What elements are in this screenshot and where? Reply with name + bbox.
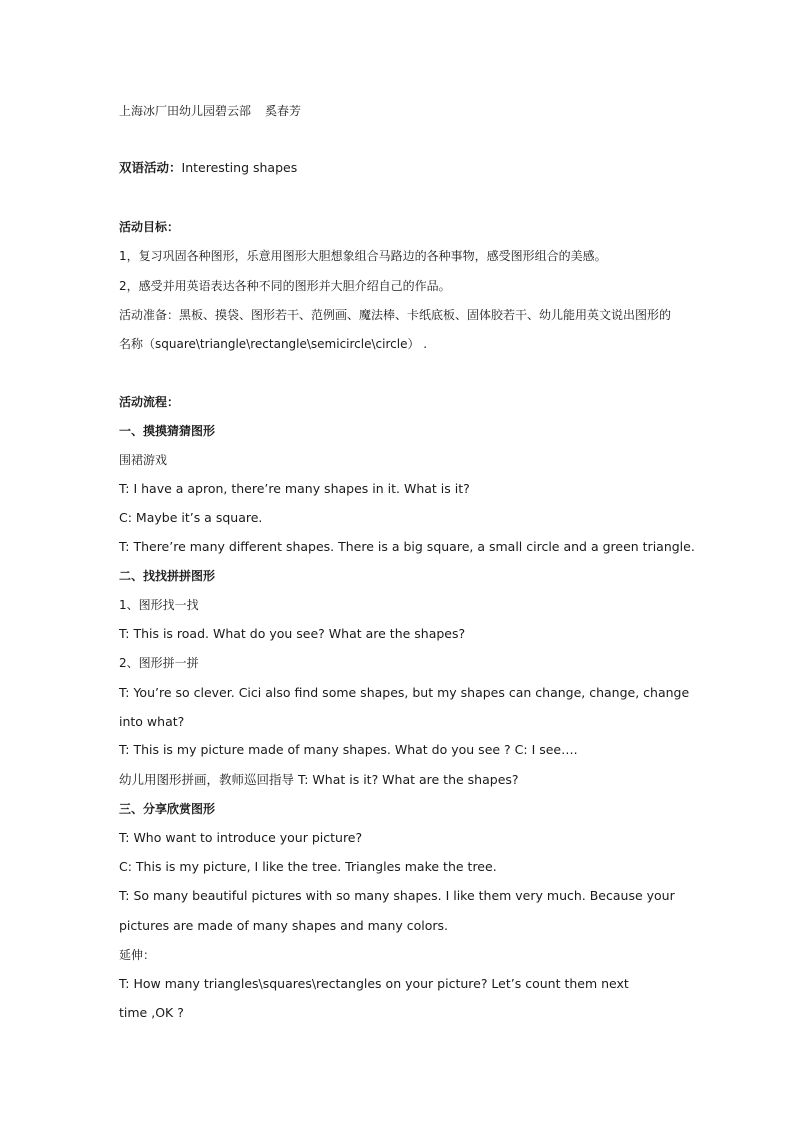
part3-line: T: So many beautiful pictures with so many shapes. I like them very much. Because your — [119, 888, 675, 903]
extension-label: 延伸： — [119, 948, 156, 962]
part3-line: T: Who want to introduce your picture? — [119, 830, 363, 845]
part1-title: 一、摸摸猜猜图形 — [119, 424, 216, 438]
part1-line: T: There’re many different shapes. There is a big square, a small circle and a green triangle. — [119, 539, 695, 554]
teacher-name: 奚春芳 — [265, 104, 302, 118]
extension-line: time ,OK ? — [119, 1005, 184, 1020]
part3-line: C: This is my picture, I like the tree. Triangles make the tree. — [119, 859, 497, 874]
author-line — [119, 103, 301, 119]
activity-label: 双语活动： — [119, 160, 182, 175]
activity-title-line — [119, 160, 297, 176]
part1-line: 围裙游戏 — [119, 453, 168, 467]
part3-title: 三、分享欣赏图形 — [119, 802, 216, 816]
extension-line: T: How many triangles\squares\rectangles on your picture? Let’s count them next — [119, 976, 629, 991]
goals-heading: 活动目标： — [119, 220, 180, 234]
part2-line: 1、图形找一找 — [119, 598, 199, 612]
part2-line: 2、图形拼一拼 — [119, 656, 199, 670]
part1-line: C: Maybe it’s a square. — [119, 510, 263, 525]
part2-line: into what? — [119, 714, 185, 729]
part2-line: T: You’re so clever. Cici also find some shapes, but my shapes can change, change, change — [119, 685, 690, 700]
process-heading: 活动流程： — [119, 395, 180, 409]
goal-item-1: 1，复习巩固各种图形，乐意用图形大胆想象组合马路边的各种事物，感受图形组合的美感。 — [119, 249, 607, 263]
activity-title: Interesting shapes — [181, 160, 298, 175]
part2-line: T: This is road. What do you see? What are the shapes? — [119, 626, 466, 641]
preparation-line-1: 活动准备：黑板、摸袋、图形若干、范例画、魔法棒、卡纸底板、固体胶若干、幼儿能用英文说出图形的 — [119, 308, 672, 322]
part3-line: pictures are made of many shapes and many colors. — [119, 918, 449, 933]
part1-line: T: I have a apron, there’re many shapes in it. What is it? — [119, 481, 470, 496]
school-name: 上海冰厂田幼儿园碧云部 — [119, 104, 252, 118]
goal-item-2: 2，感受并用英语表达各种不同的图形并大胆介绍自己的作品。 — [119, 279, 451, 293]
part2-title: 二、找找拼拼图形 — [119, 569, 216, 583]
part2-line: T: This is my picture made of many shapes. What do you see ? C: I see…. — [119, 742, 578, 757]
preparation-line-2: 名称（square\triangle\rectangle\semicircle\circle） . — [119, 337, 428, 351]
part2-line: 幼儿用图形拼画，教师巡回指导 T: What is it? What are the shapes? — [119, 772, 519, 787]
